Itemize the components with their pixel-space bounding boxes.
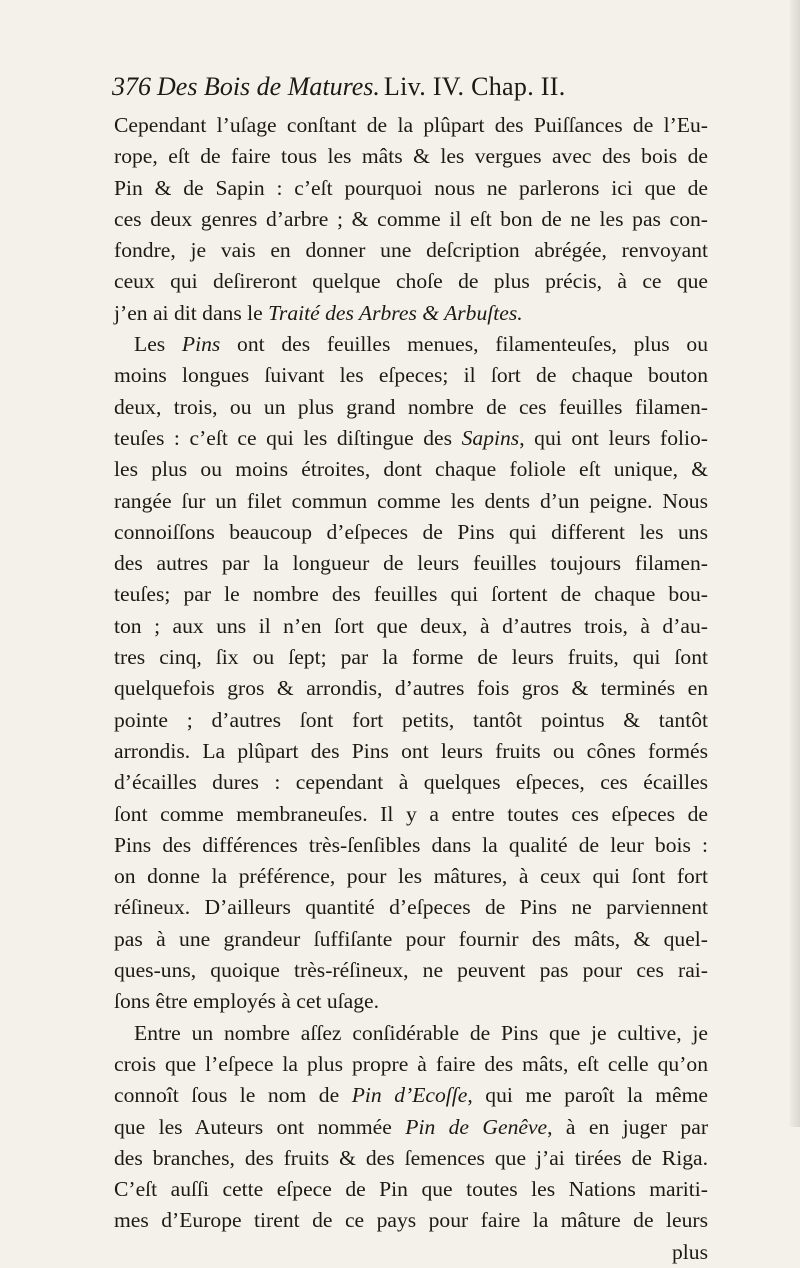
italic-run: Sapins xyxy=(461,425,520,450)
text-line xyxy=(114,924,708,955)
text-line xyxy=(114,736,708,767)
chapter-reference: Liv. IV. Chap. II. xyxy=(383,72,566,101)
text-line xyxy=(114,1143,708,1174)
running-title: Des Bois de Matures. xyxy=(157,72,380,101)
text-line xyxy=(114,579,708,610)
text-line xyxy=(114,360,708,391)
text-run: réſineux. D’ailleurs quantité d’eſpeces de Pins ne parviennent xyxy=(114,895,708,920)
text-line xyxy=(114,266,708,297)
text-run: j’en ai dit dans le xyxy=(114,300,269,325)
text-line xyxy=(114,830,708,861)
text-line xyxy=(114,423,708,454)
text-line xyxy=(114,1112,708,1143)
text-run: , qui ont leurs folio- xyxy=(519,425,708,450)
italic-run: Pin d’Ecoſſe xyxy=(351,1083,468,1108)
text-run: pointe ; d’autres ſont fort petits, tantôt pointus & tantôt xyxy=(114,707,708,732)
text-line xyxy=(114,642,708,673)
text-line xyxy=(114,392,708,423)
text-run: des branches, des fruits & des ſemences que j’ai tirées de Riga. xyxy=(114,1145,708,1170)
italic-run: Pins xyxy=(181,332,221,357)
text-run: on donne la préférence, pour les mâtures, à ceux qui ſont fort xyxy=(114,864,708,889)
text-run: C’eſt auſſi cette eſpece de Pin que toutes les Nations mariti- xyxy=(114,1177,708,1202)
text-run: teuſes : c’eſt ce qui les diſtingue des xyxy=(114,425,462,450)
text-run: moins longues ſuivant les eſpeces; il ſort de chaque bouton xyxy=(114,363,708,388)
text-line xyxy=(114,767,708,798)
text-run: Cependant l’uſage conſtant de la plûpart des Puiſſances de l’Eu- xyxy=(114,113,708,137)
text-line xyxy=(114,235,708,266)
text-line xyxy=(114,1205,708,1236)
running-header xyxy=(112,70,707,104)
text-line xyxy=(114,799,708,830)
text-run: Pins des différences très-ſenſibles dans la qualité de leur bois : xyxy=(114,832,708,857)
text-line xyxy=(114,548,708,579)
text-line xyxy=(114,1237,708,1268)
text-run: d’écailles dures : cependant à quelques eſpeces, ces écailles xyxy=(114,770,708,795)
text-line xyxy=(114,611,708,642)
text-line xyxy=(114,204,708,235)
text-run: Pin & de Sapin : c’eſt pourquoi nous ne parlerons ici que de xyxy=(114,175,708,200)
text-line xyxy=(114,329,708,360)
page-body-text xyxy=(114,110,708,1268)
text-line xyxy=(114,298,708,329)
text-run: teuſes; par le nombre des feuilles qui ſortent de chaque bou- xyxy=(114,582,708,607)
text-line xyxy=(114,705,708,736)
italic-run: Traité des Arbres & Arbuſtes. xyxy=(268,300,523,325)
text-run: tres cinq, ſix ou ſept; par la forme de leurs fruits, qui ſont xyxy=(114,645,708,670)
text-line xyxy=(114,986,708,1017)
text-run: ton ; aux uns il n’en ſort que deux, à d’autres trois, à d’au- xyxy=(114,613,708,638)
text-run: rope, eſt de faire tous les mâts & les vergues avec des bois de xyxy=(114,144,708,169)
text-run: , à en juger par xyxy=(547,1114,709,1139)
text-line xyxy=(114,486,708,517)
text-run: ont des feuilles menues, filamenteuſes, plus ou xyxy=(220,332,708,357)
text-run: ſons être employés à cet uſage. xyxy=(114,989,380,1014)
text-line xyxy=(114,517,708,548)
text-run: Les xyxy=(134,332,182,357)
text-run: que les Auteurs ont nommée xyxy=(114,1114,406,1139)
italic-run: Pin de Genêve xyxy=(405,1114,548,1139)
text-run: , qui me paroît la même xyxy=(467,1083,709,1108)
text-run: mes d’Europe tirent de ce pays pour faire la mâture de leurs xyxy=(114,1208,708,1233)
text-run: ces deux genres d’arbre ; & comme il eſt bon de ne les pas con- xyxy=(114,206,708,231)
text-run: connoît ſous le nom de xyxy=(114,1083,352,1108)
text-run: les plus ou moins étroites, dont chaque foliole eſt unique, & xyxy=(114,457,708,482)
text-run: Entre un nombre aſſez conſidérable de Pins que je cultive, je xyxy=(134,1020,708,1045)
text-line xyxy=(114,861,708,892)
text-run: fondre, je vais en donner une deſcription abrégée, renvoyant xyxy=(114,238,708,263)
text-line xyxy=(114,1080,708,1111)
text-line xyxy=(114,1018,708,1049)
text-line xyxy=(114,673,708,704)
text-run: arrondis. La plûpart des Pins ont leurs fruits ou cônes formés xyxy=(114,738,708,763)
page-edge xyxy=(790,0,800,1127)
text-line xyxy=(114,1049,708,1080)
text-line xyxy=(114,892,708,923)
text-line xyxy=(114,110,708,141)
text-run: connoiſſons beaucoup d’eſpeces de Pins qui different les uns xyxy=(114,519,708,544)
text-line xyxy=(114,454,708,485)
text-run: plus xyxy=(672,1239,708,1264)
text-run: rangée ſur un filet commun comme les dents d’un peigne. Nous xyxy=(114,488,708,513)
text-run: ſont comme membraneuſes. Il y a entre toutes ces eſpeces de xyxy=(114,801,708,826)
page-number: 376 xyxy=(112,72,151,101)
text-run: crois que l’eſpece la plus propre à faire des mâts, eſt celle qu’on xyxy=(114,1051,708,1076)
text-line xyxy=(114,141,708,172)
text-run: deux, trois, ou un plus grand nombre de ces feuilles filamen- xyxy=(114,394,708,419)
text-line xyxy=(114,173,708,204)
text-line xyxy=(114,1174,708,1205)
text-run: ceux qui deſireront quelque choſe de plus précis, à ce que xyxy=(114,269,708,294)
text-line xyxy=(114,955,708,986)
text-run: pas à une grandeur ſuffiſante pour fournir des mâts, & quel- xyxy=(114,926,708,951)
text-run: des autres par la longueur de leurs feuilles toujours filamen- xyxy=(114,551,708,576)
text-run: quelquefois gros & arrondis, d’autres fois gros & terminés en xyxy=(114,676,708,701)
text-run: ques-uns, quoique très-réſineux, ne peuvent pas pour ces rai- xyxy=(114,958,708,983)
